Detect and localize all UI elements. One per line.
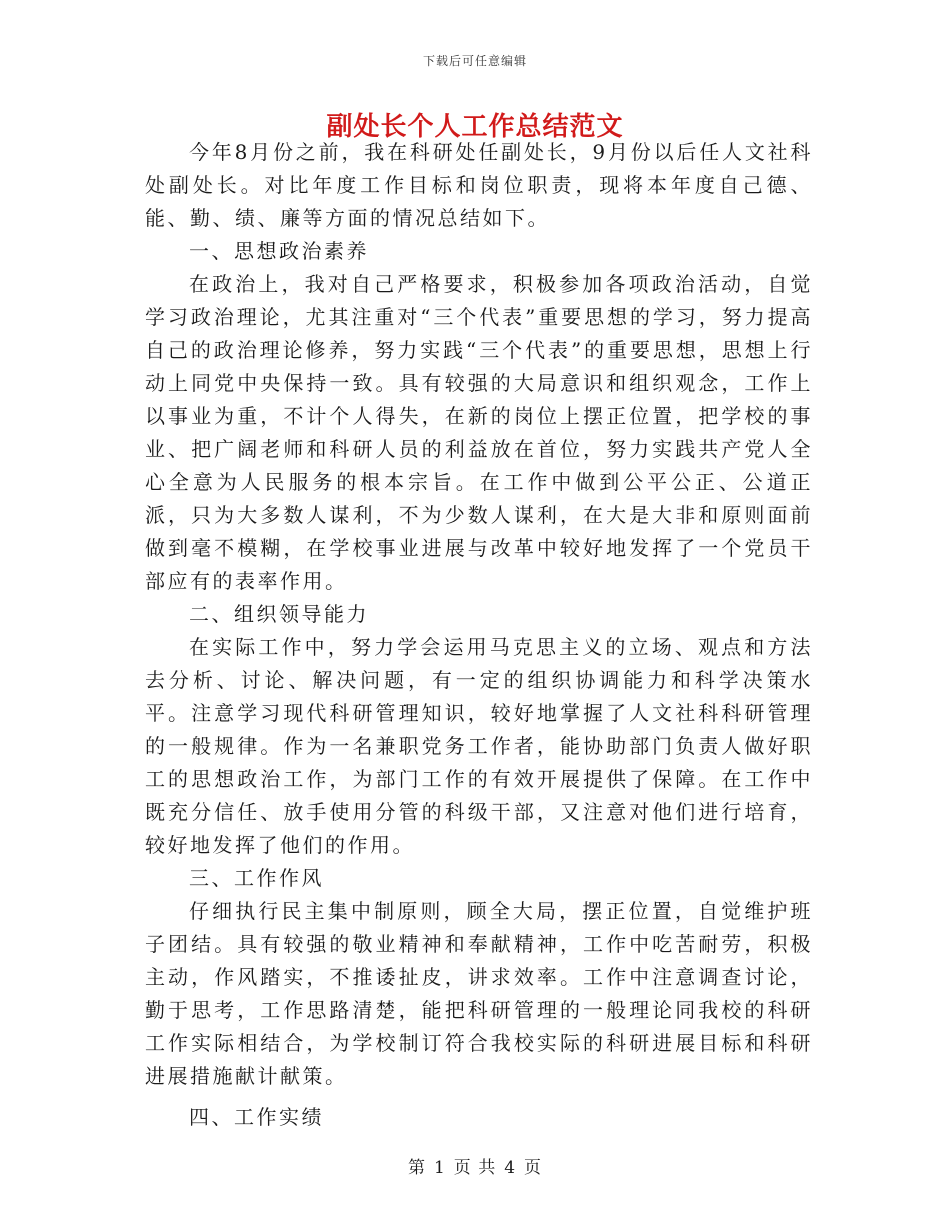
- footer-page-number: 1: [433, 1158, 446, 1178]
- document-title: 副处长个人工作总结范文: [326, 112, 624, 142]
- intro-paragraph: 今年8月份之前，我在科研处任副处长，9月份以后任人文社科处副处长。对比年度工作目标和岗位职责，现将本年度自己德、能、勤、绩、廉等方面的情况总结如下。: [145, 140, 813, 230]
- section-heading-1: 一、思想政治素养: [189, 239, 369, 263]
- section-body-2: 在实际工作中，努力学会运用马克思主义的立场、观点和方法去分析、讨论、解决问题，有一定的组织协调能力和科学决策水平。注意学习现代科研管理知识，较好地掌握了人文社科科研管理的一般规律。作为一名兼职党务工作者，能协助部门负责人做好职工的思想政治工作，为部门工作的有效开展提供了保障。在工作中既充分信任、放手使用分管的科级干部，又注意对他们进行培育，较好地发挥了他们的作用。: [145, 635, 813, 857]
- footer-total-pages: 4: [504, 1158, 517, 1178]
- section-heading-4: 四、工作实绩: [189, 1105, 324, 1129]
- section-heading-3: 三、工作作风: [189, 866, 324, 890]
- document-body: [145, 136, 813, 1134]
- section-body-1: 在政治上，我对自己严格要求，积极参加各项政治活动，自觉学习政治理论，尤其注重对“三个代表”重要思想的学习，努力提高自己的政治理论修养，努力实践“三个代表”的重要思想，思想上行动上同党中央保持一致。具有较强的大局意识和组织观念，工作上以事业为重，不计个人得失，在新的岗位上摆正位置，把学校的事业、把广阔老师和科研人员的利益放在首位，努力实践共产党人全心全意为人民服务的根本宗旨。在工作中做到公平公正、公道正派，只为大多数人谋利，不为少数人谋利，在大是大非和原则面前做到毫不模糊，在学校事业进展与改革中较好地发挥了一个党员干部应有的表率作用。: [145, 272, 813, 593]
- section-body-3: 仔细执行民主集中制原则，顾全大局，摆正位置，自觉维护班子团结。具有较强的敬业精神和奉献精神，工作中吃苦耐劳，积极主动，作风踏实，不推诿扯皮，讲求效率。工作中注意调查讨论，勤于思考，工作思路清楚，能把科研管理的一般理论同我校的科研工作实际相结合，为学校制订符合我校实际的科研进展目标和科研进展措施献计献策。: [145, 899, 813, 1088]
- footer-suffix: 页: [524, 1158, 543, 1178]
- page-footer: [0, 1153, 950, 1178]
- section-heading-2: 二、组织领导能力: [189, 602, 369, 626]
- footer-prefix: 第: [407, 1158, 426, 1178]
- footer-middle: 页 共: [453, 1158, 497, 1178]
- header-note: 下载后可任意编辑: [422, 54, 527, 68]
